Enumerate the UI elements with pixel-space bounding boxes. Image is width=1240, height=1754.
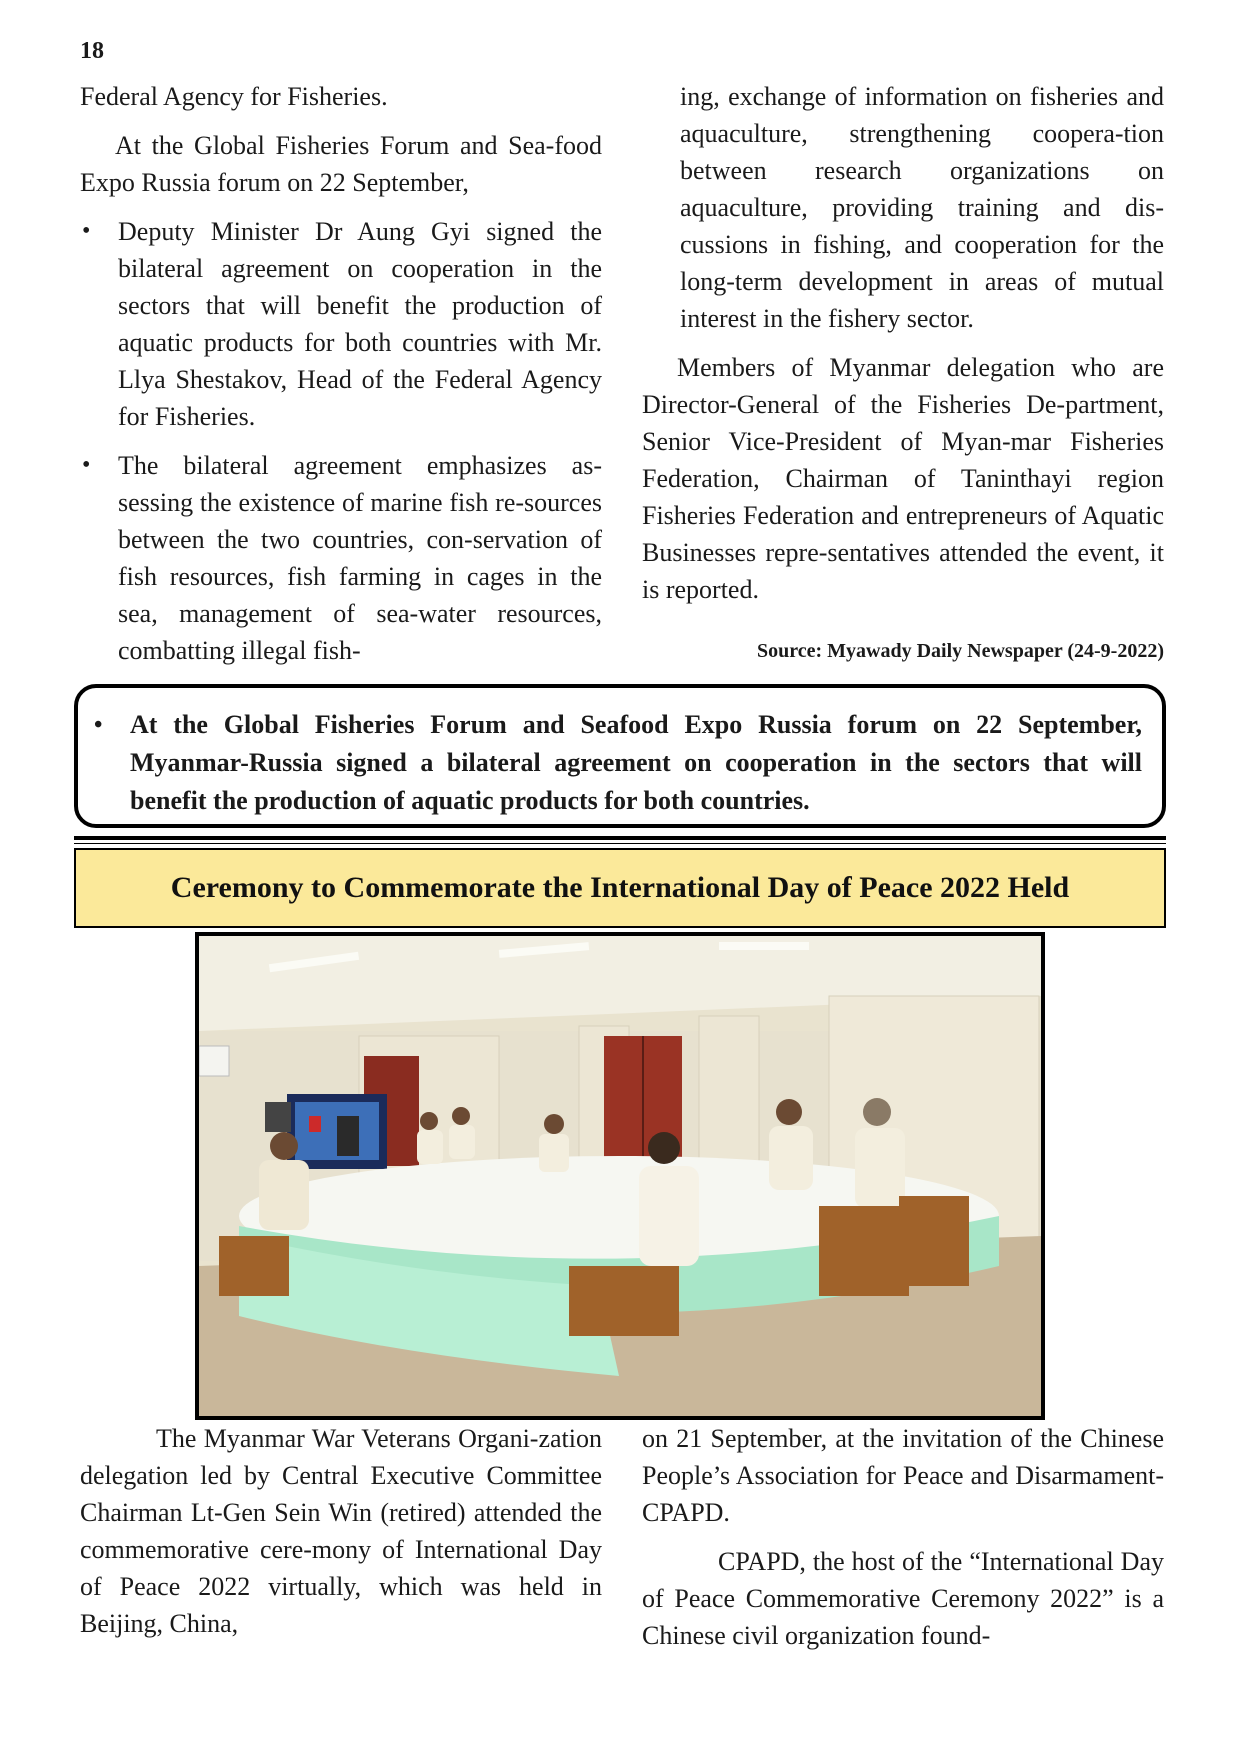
section-title: Ceremony to Commemorate the International Day of Peace 2022 Held [170, 871, 1070, 904]
bullet-continuation: ing, exchange of information on fisheries and aquaculture, strengthening coopera-tion between research organizations on aquaculture, providing training and dis-cussions in fishing, and cooperation for the long-term development in areas of mutual interest in the fishery sector. [680, 82, 1164, 333]
continued-text: Federal Agency for Fisheries. [80, 82, 388, 111]
continued-text: on 21 September, at the invitation of the Chinese People’s Association for Peace and Disarmament- CPAPD. [642, 1424, 1164, 1527]
meeting-room-illustration [199, 936, 1041, 1416]
bullet-list [80, 213, 602, 669]
intro-paragraph: At the Global Fisheries Forum and Sea-food Expo Russia forum on 22 September, [80, 131, 602, 197]
page-number: 18 [80, 38, 104, 64]
article2-right-column [642, 1420, 1164, 1666]
bullet-item: • The bilateral agreement emphasizes as-sessing the existence of marine fish re-sources between the two countries, con-servation of fish resources, fish farming in cages in the sea, management of sea-water resources, combatting illegal fish- [118, 447, 602, 669]
article1-left-column [80, 78, 602, 681]
source-credit: Source: Myawady Daily Newspaper (24-9-2022) [756, 640, 1164, 662]
divider [74, 836, 1166, 840]
bullet-icon: • [94, 712, 103, 738]
cpapd-paragraph: CPAPD, the host of the “International Day of Peace Commemorative Ceremony 2022” is a Chinese civil organization found- [642, 1547, 1164, 1650]
article1-right-column [642, 78, 1164, 620]
section-title-banner [74, 848, 1166, 928]
highlight-box [74, 684, 1166, 828]
article2-left-column [80, 1420, 602, 1654]
bullet-item: • Deputy Minister Dr Aung Gyi signed the bilateral agreement on cooperation in the sectors that will benefit the production of aquatic products for both countries with Mr. Llya Shestakov, Head of the Federal Agency for Fisheries. [118, 213, 602, 435]
delegation-paragraph: Members of Myanmar delegation who are Director-General of the Fisheries De-partment, Senior Vice-President of Myan-mar Fisheries Federation, Chairman of Taninthayi region Fisheries Federation and entrepreneurs of Aquatic Businesses repre-sentatives attended the event, it is reported. [642, 353, 1164, 604]
article2-paragraph: The Myanmar War Veterans Organi-zation delegation led by Central Executive Committee Chairman Lt-Gen Sein Win (retired) attended the commemorative cere-mony of International Day of Peace 2022 virtually, which was held in Beijing, China, [80, 1424, 602, 1638]
divider [74, 843, 1166, 844]
highlight-text: At the Global Fisheries Forum and Seafood Expo Russia forum on 22 September, Myanmar-Russia signed a bilateral agreement on cooperation in the sectors that will benefit the production of aquatic products for both countries. [130, 710, 1142, 815]
ceremony-photo [195, 932, 1045, 1420]
